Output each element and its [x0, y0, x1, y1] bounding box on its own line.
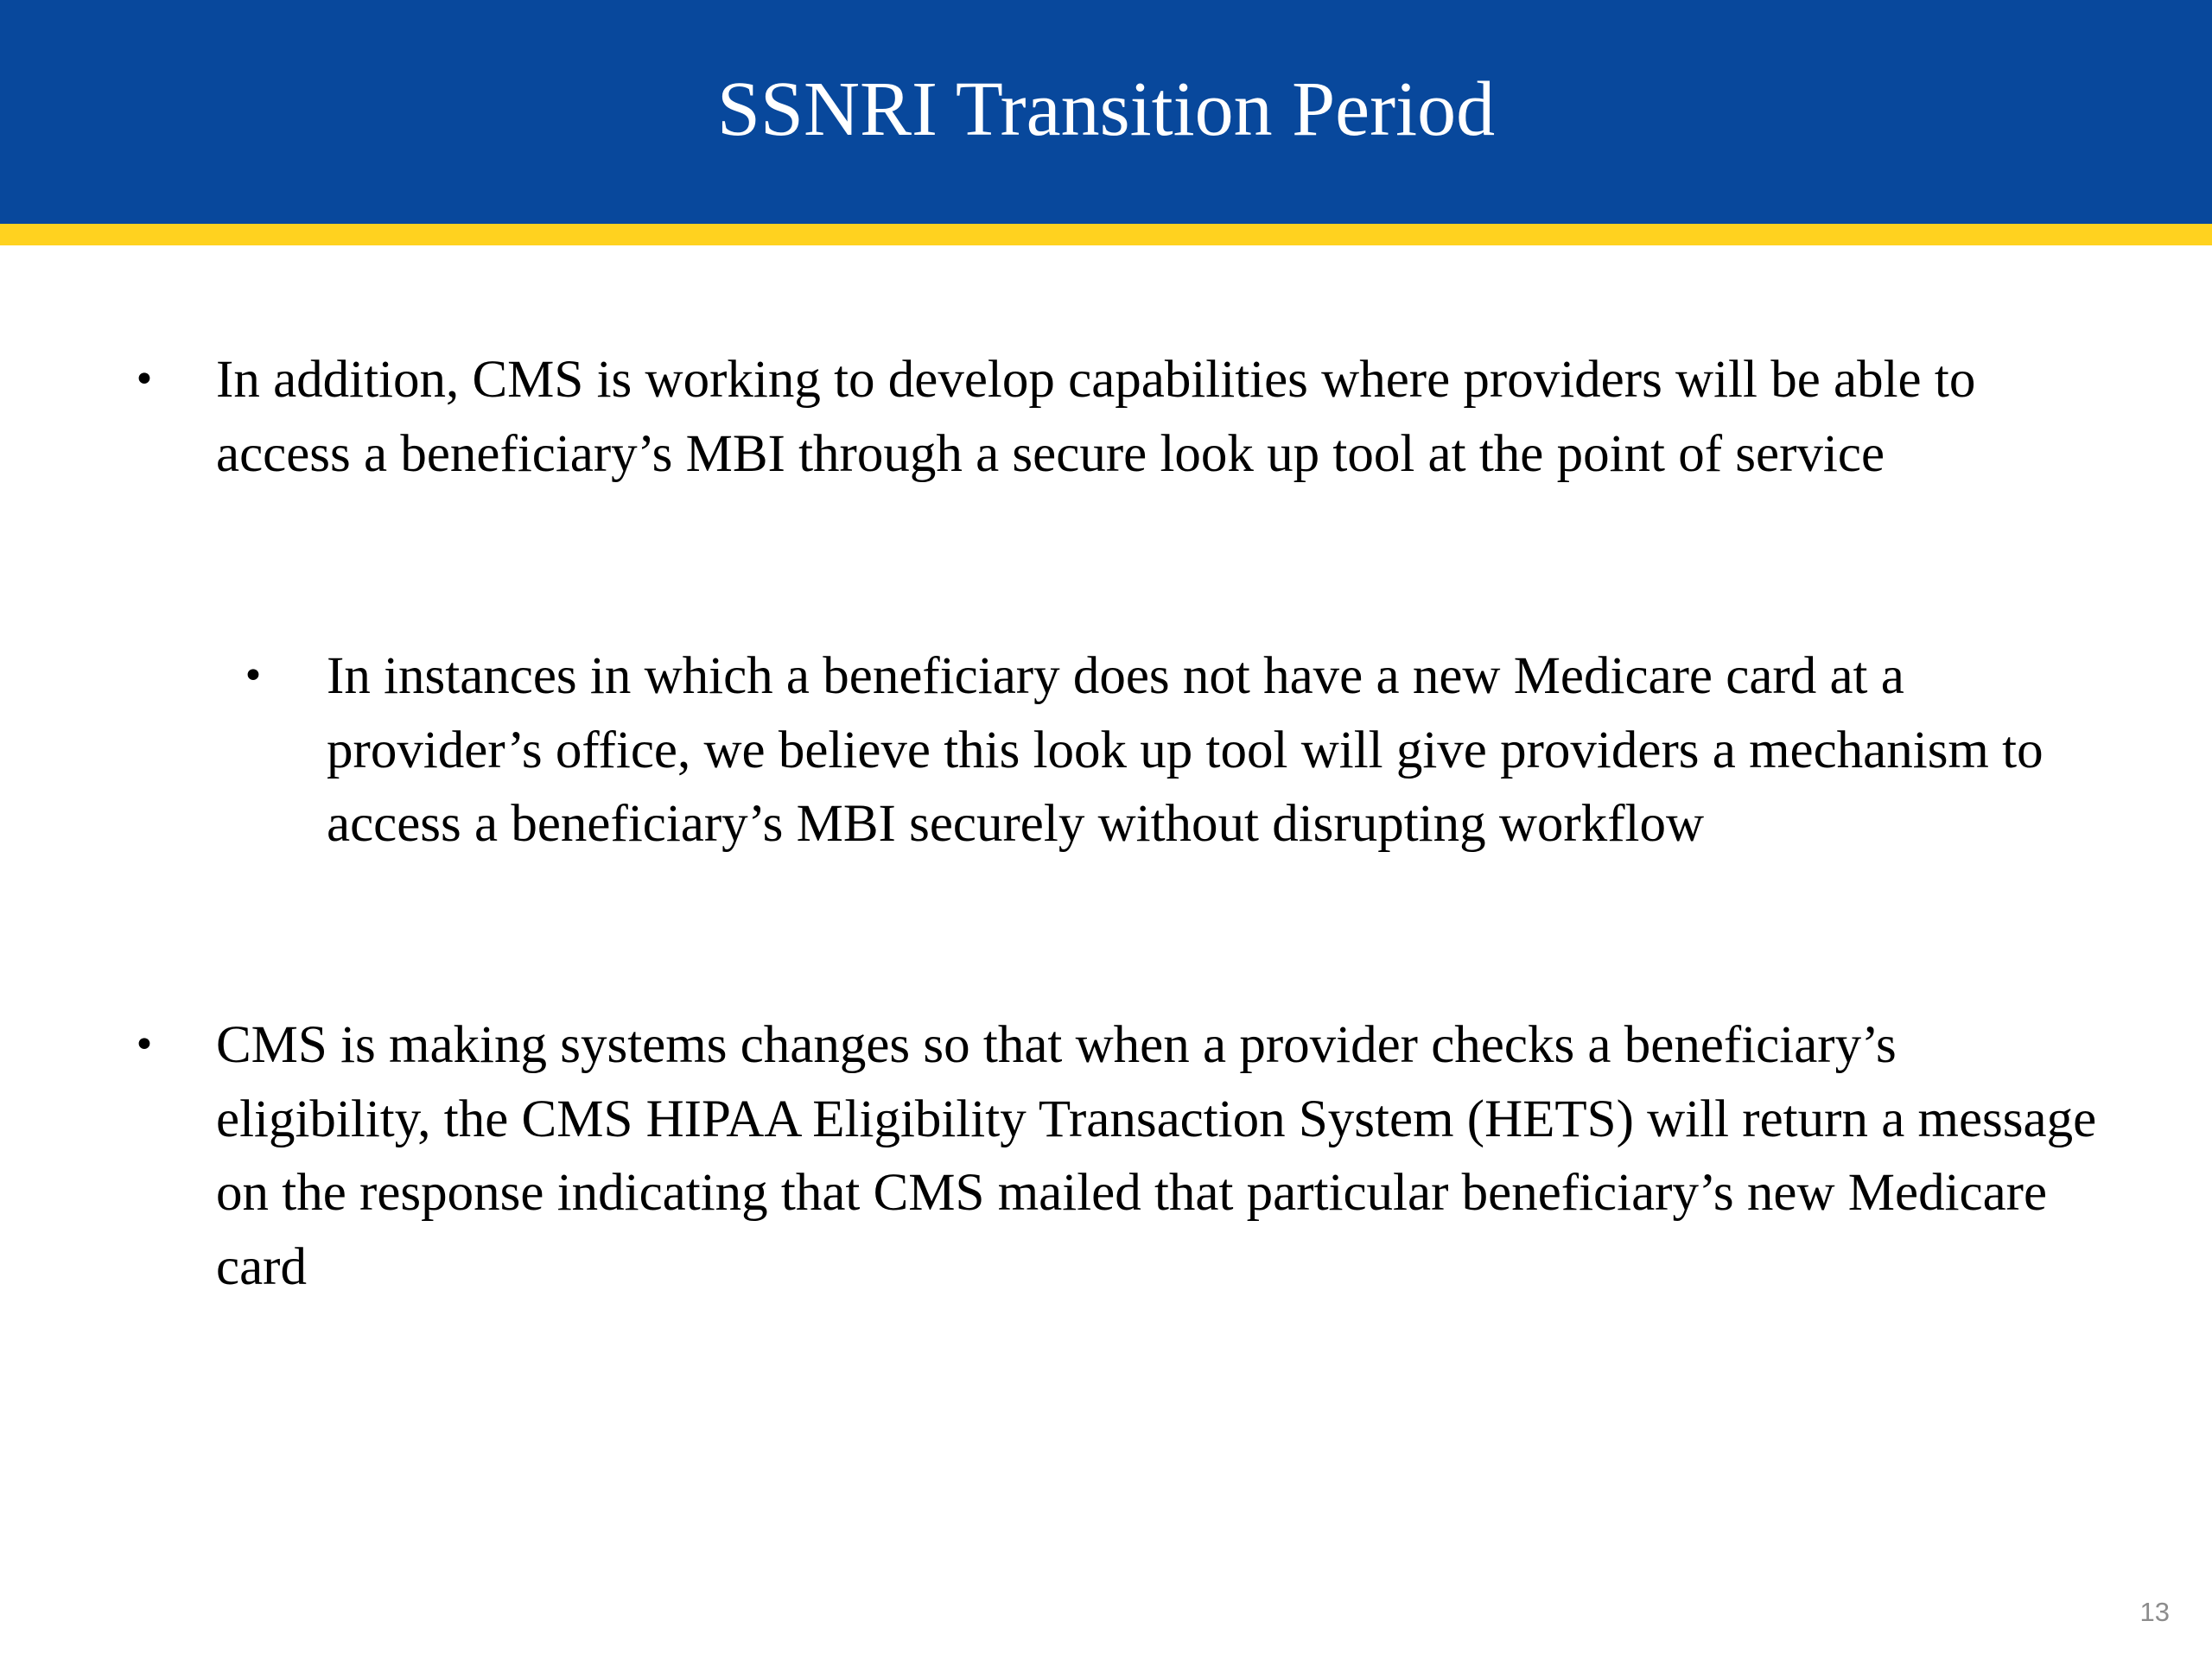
sub-bullet-text: In instances in which a beneficiary does not have a new Medicare card at a provider’s office, we believe this look up tool will give providers a mechanism to access a beneficiary’s MBI securely without disrupting workflow — [327, 647, 2044, 853]
bullet-marker: • — [133, 1023, 156, 1067]
bullet-text: In addition, CMS is working to develop capabilities where providers will be able to access a beneficiary’s MBI through a secure look up tool at the point of service — [216, 351, 1976, 483]
title-bar-accent-stripe — [0, 224, 2212, 245]
bullet-item — [133, 1008, 2100, 1304]
sub-bullet-item — [242, 639, 2107, 861]
slide-title: SSNRI Transition Period — [716, 67, 1496, 152]
bullet-text: CMS is making systems changes so that when a provider checks a beneficiary’s eligibility, the CMS HIPAA Eligibility Transaction System (HETS) will return a message on the response indicating that CMS mailed that particular beneficiary’s new Medicare card — [216, 1016, 2097, 1296]
bullet-marker: • — [242, 654, 264, 698]
bullet-item — [133, 343, 2100, 491]
page-number: 13 — [2139, 1597, 2170, 1627]
bullet-marker: • — [133, 358, 156, 402]
